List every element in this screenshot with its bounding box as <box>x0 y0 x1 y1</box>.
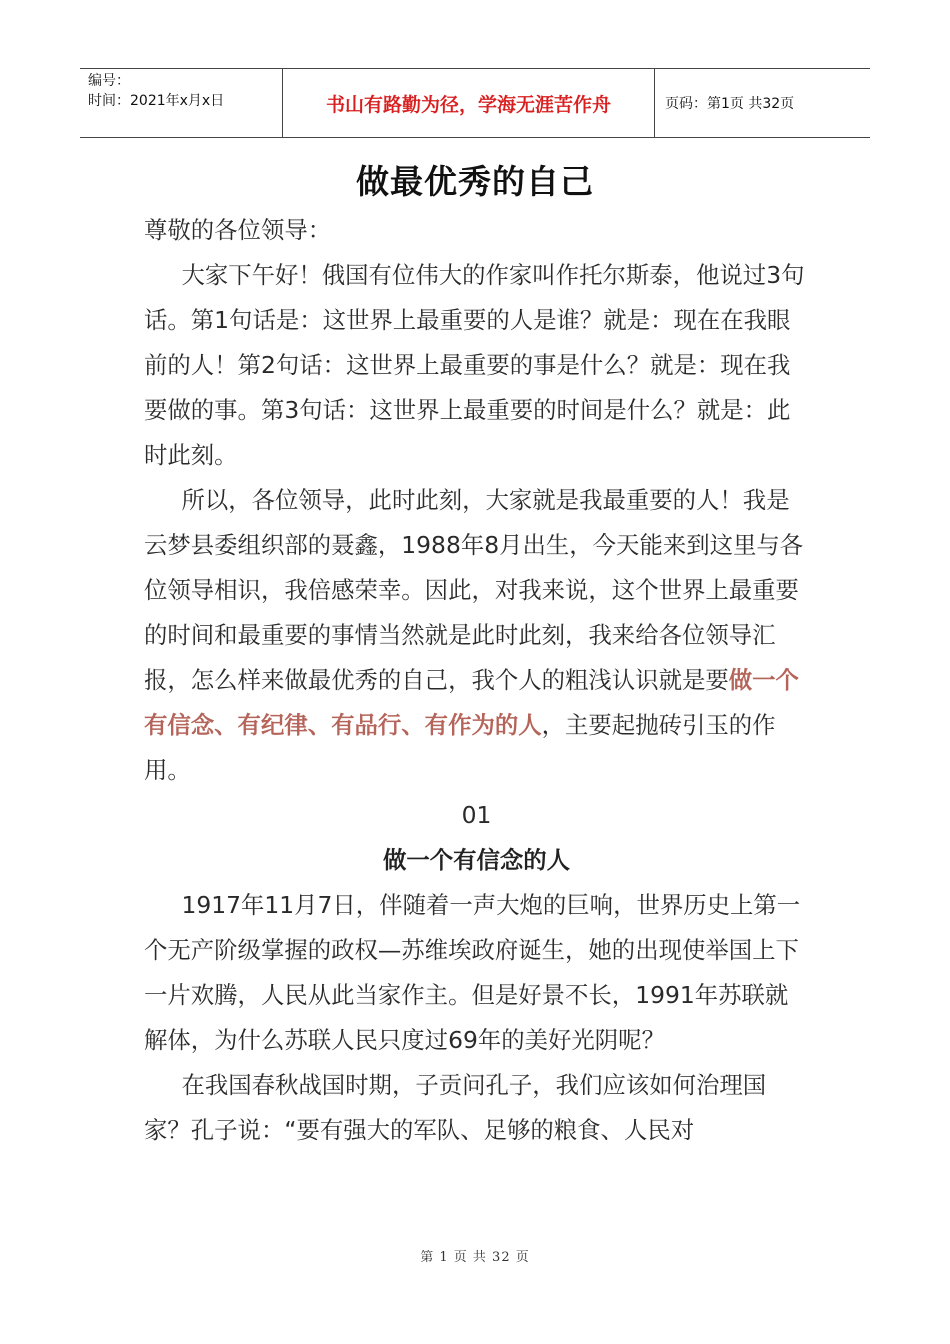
section-title: 做一个有信念的人 <box>382 846 571 874</box>
date-label: 时间：2021年x月x日 <box>88 93 225 109</box>
header-motto: 书山有路勤为径，学海无涯苦作舟 <box>282 69 655 137</box>
page-footer: 第 1 页 共 32 页 <box>420 1250 530 1265</box>
highlighted-phrase: 做一个有信念、有纪律、有品行、有作为的人 <box>144 666 799 739</box>
header-page-info: 页码：第1页 共32页 <box>665 96 795 112</box>
paragraph-2-text-b: ，主要起抛砖引玉的作用。 <box>144 711 776 784</box>
paragraph-2 <box>144 478 809 793</box>
salutation: 尊敬的各位领导： <box>144 216 332 244</box>
header-table <box>80 68 870 138</box>
serial-label: 编号： <box>88 73 130 89</box>
document-body <box>144 208 809 1153</box>
document-title: 做最优秀的自己 <box>356 162 594 201</box>
paragraph-2-text-a: 所以，各位领导，此时此刻，大家就是我最重要的人！我是云梦县委组织部的聂鑫，1988年8月出生，今天能来到这里与各位领导相识，我倍感荣幸。因此，对我来说，这个世界上最重要的时间和最重要的事情当然就是此时此刻，我来给各位领导汇报，怎么样来做最优秀的自己，我个人的粗浅认识就是要 <box>144 486 804 694</box>
paragraph-3: 1917年11月7日，伴随着一声大炮的巨响，世界历史上第一个无产阶级掌握的政权—苏维埃政府诞生，她的出现使举国上下一片欢腾，人民从此当家作主。但是好景不长，1991年苏联就解体，为什么苏联人民只度过69年的美好光阴呢？ <box>144 891 801 1054</box>
header-meta-cell <box>80 69 282 137</box>
paragraph-1: 大家下午好！俄国有位伟大的作家叫作托尔斯泰，他说过3句话。第1句话是：这世界上最重要的人是谁？就是：现在在我眼前的人！第2句话：这世界上最重要的事是什么？就是：现在我要做的事。第3句话：这世界上最重要的时间是什么？就是：此时此刻。 <box>144 261 805 469</box>
paragraph-4: 在我国春秋战国时期，子贡问孔子，我们应该如何治理国家？孔子说：“要有强大的军队、足够的粮食、人民对 <box>144 1071 767 1144</box>
section-number: 01 <box>461 801 492 829</box>
